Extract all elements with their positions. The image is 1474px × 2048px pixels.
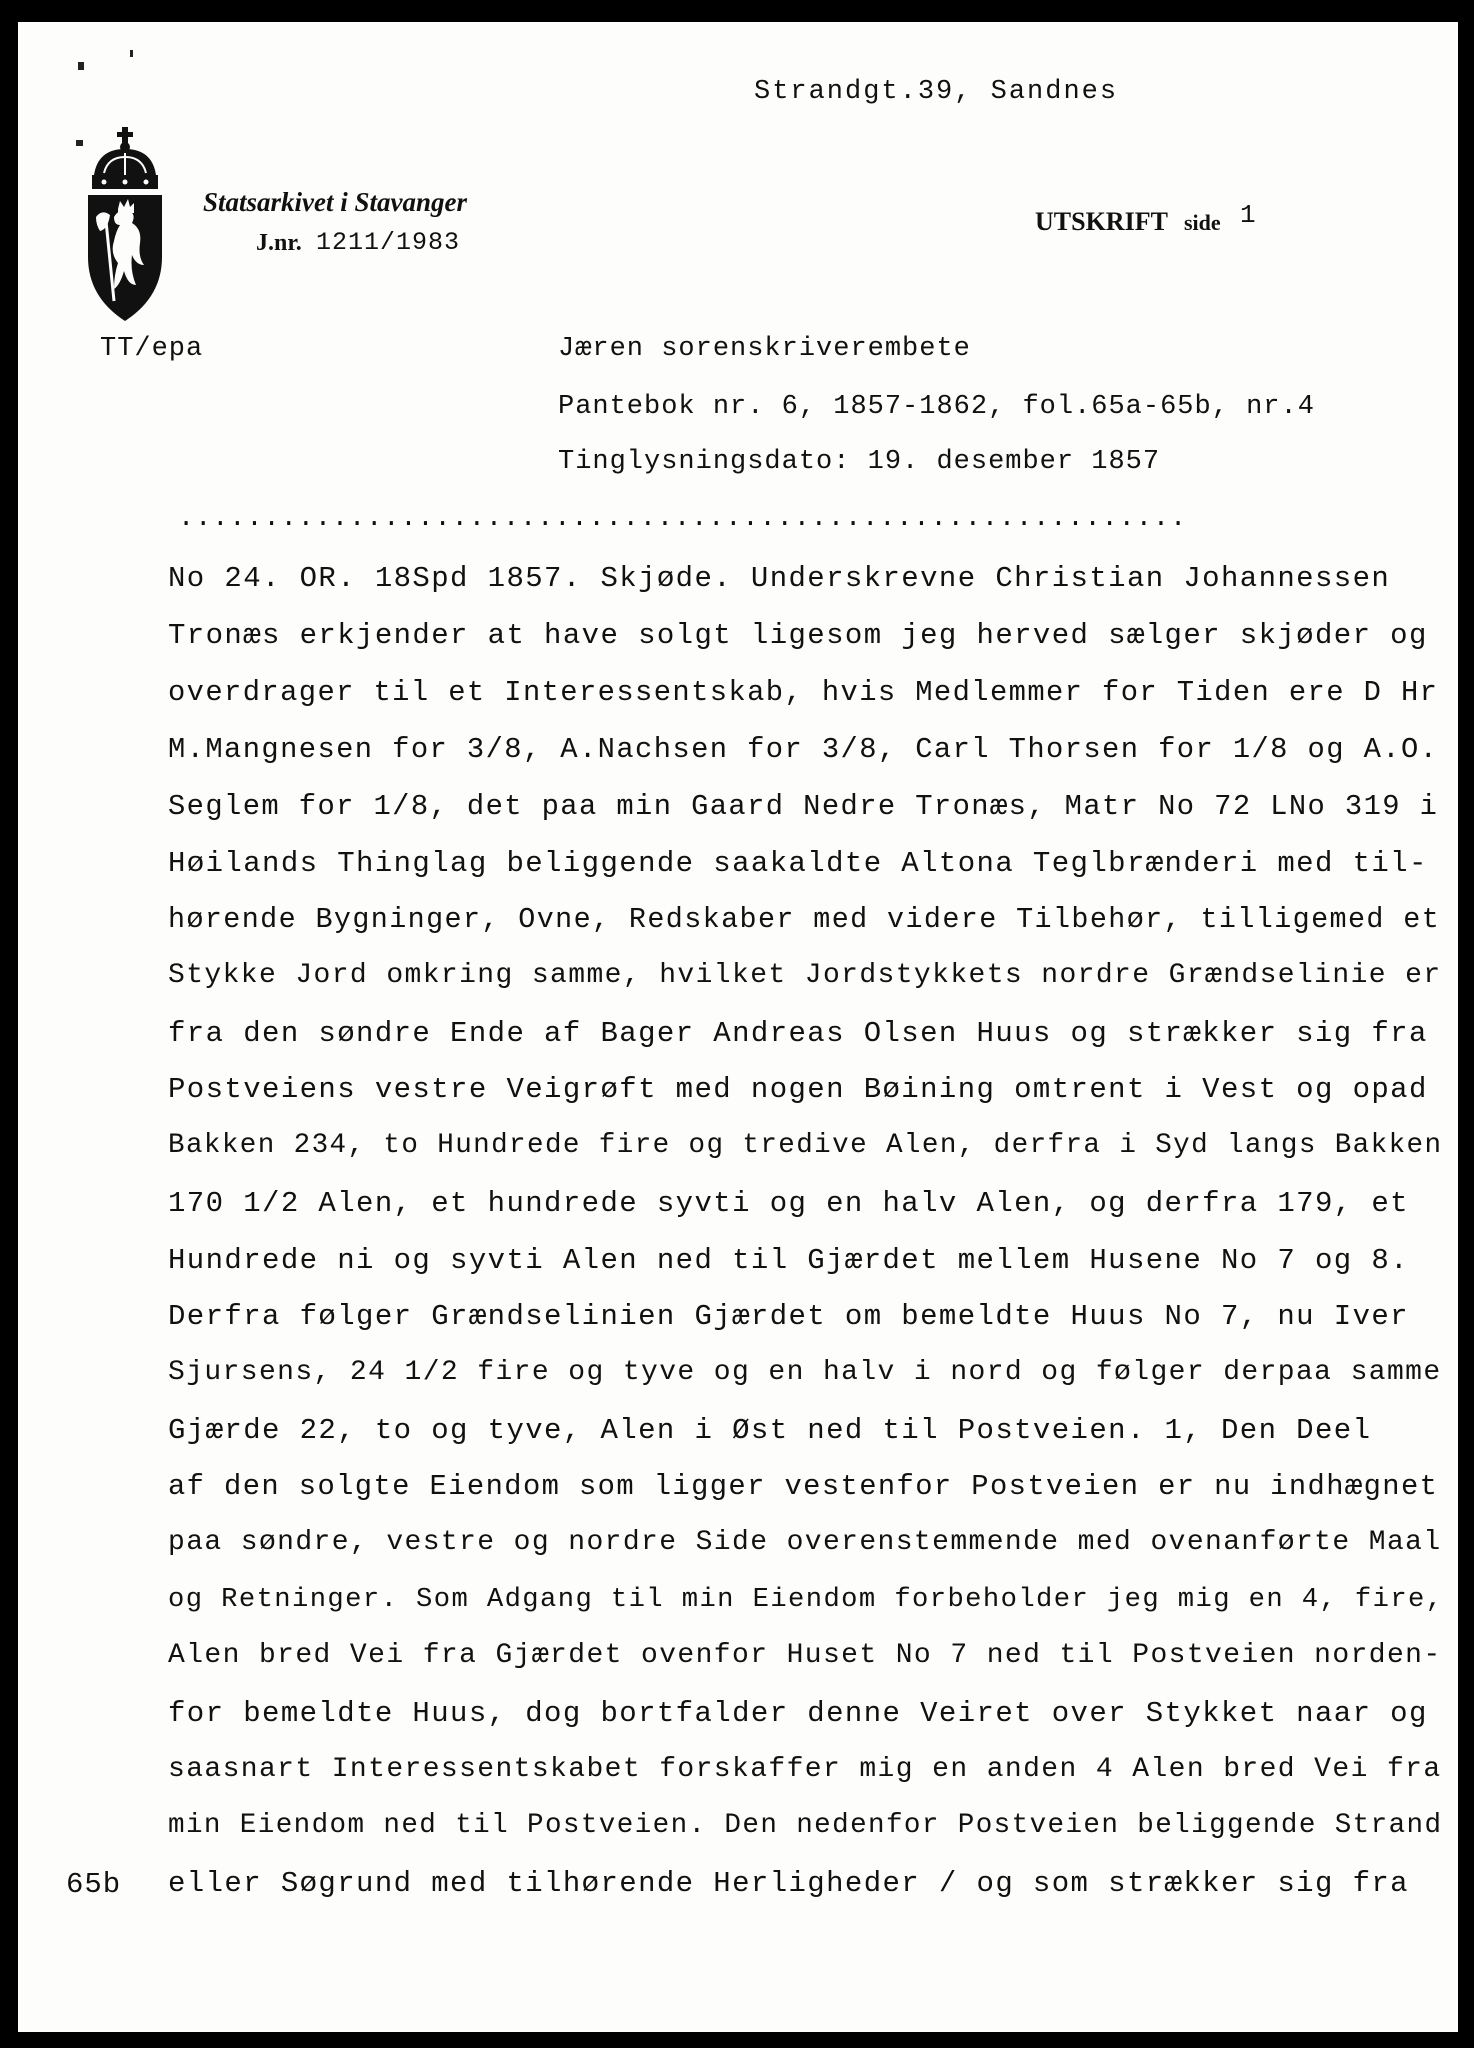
institution-name: Statsarkivet i Stavanger [203,187,468,217]
scan-speck [78,62,84,70]
body-line: eller Søgrund med tilhørende Herligheder / og som strækker sig fra [168,1867,1409,1900]
body-line: af den solgte Eiendom som ligger vestenfor Postveien er nu indhægnet [168,1470,1439,1503]
body-line: No 24. OR. 18Spd 1857. Skjøde. Underskrevne Christian Johannessen [168,562,1391,595]
margin-note: 65b [66,1868,122,1901]
coat-of-arms-icon [80,125,170,335]
initials: TT/epa [100,334,204,364]
body-line: Sjursens, 24 1/2 fire og tyve og en halv i nord og følger derpaa samme [168,1357,1442,1388]
body-line: Postveiens vestre Veigrøft med nogen Bøining omtrent i Vest og opad [168,1073,1428,1106]
body-line: M.Mangnesen for 3/8, A.Nachsen for 3/8, Carl Thorsen for 1/8 og A.O. [168,733,1439,766]
body-line: min Eiendom ned til Postveien. Den nedenfor Postveien beliggende Strand [168,1810,1443,1841]
document-sheet [18,22,1458,2032]
address: Strandgt.39, Sandnes [754,77,1119,107]
body-line: fra den søndre Ende af Bager Andreas Olsen Huus og strækker sig fra [168,1017,1428,1050]
body-line: og Retninger. Som Adgang til min Eiendom forbeholder jeg mig en 4, fire, [168,1584,1444,1615]
dotted-separator: ........................................................... [178,504,1188,534]
side-number: 1 [1240,200,1257,230]
body-line: hørende Bygninger, Ovne, Redskaber med videre Tilbehør, tilligemed et [168,903,1441,936]
body-line: Alen bred Vei fra Gjærdet ovenfor Huset No 7 ned til Postveien norden- [168,1640,1442,1671]
body-line: Derfra følger Grændselinien Gjærdet om bemeldte Huus No 7, nu Iver [168,1300,1409,1333]
body-line: Stykke Jord omkring samme, hvilket Jordstykkets nordre Grændselinie er [168,960,1442,991]
body-line: paa søndre, vestre og nordre Side overenstemmende med ovenanførte Maal [168,1527,1442,1558]
scan-speck [130,50,133,57]
body-line: 170 1/2 Alen, et hundrede syvti og en halv Alen, og derfra 179, et [168,1187,1409,1220]
side-label: side [1184,210,1221,235]
registration-date: Tinglysningsdato: 19. desember 1857 [558,447,1161,477]
body-line: Høilands Thinglag beliggende saakaldte Altona Teglbrænderi med til- [168,847,1428,880]
body-line: Seglem for 1/8, det paa min Gaard Nedre Tronæs, Matr No 72 LNo 319 i [168,790,1439,823]
journal-number: 1211/1983 [316,228,461,257]
journal-label: J.nr. [256,230,302,256]
body-line: Hundrede ni og syvti Alen ned til Gjærdet mellem Husene No 7 og 8. [168,1244,1409,1277]
volume-reference: Pantebok nr. 6, 1857-1862, fol.65a-65b, nr.4 [558,392,1315,422]
body-line: for bemeldte Huus, dog bortfalder denne Veiret over Stykket naar og [168,1697,1428,1730]
body-line: Bakken 234, to Hundrede fire og tredive Alen, derfra i Syd langs Bakken [168,1130,1443,1161]
body-line: saasnart Interessentskabet forskaffer mig en anden 4 Alen bred Vei fra [168,1754,1442,1785]
body-line: Gjærde 22, to og tyve, Alen i Øst ned til Postveien. 1, Den Deel [168,1414,1372,1447]
body-line: overdrager til et Interessentskab, hvis Medlemmer for Tiden ere D Hr [168,676,1439,709]
body-line: Tronæs erkjender at have solgt ligesom jeg herved sælger skjøder og [168,619,1428,652]
document-type: UTSKRIFT [1035,207,1168,236]
archive-name: Jæren sorenskriverembete [558,334,971,364]
